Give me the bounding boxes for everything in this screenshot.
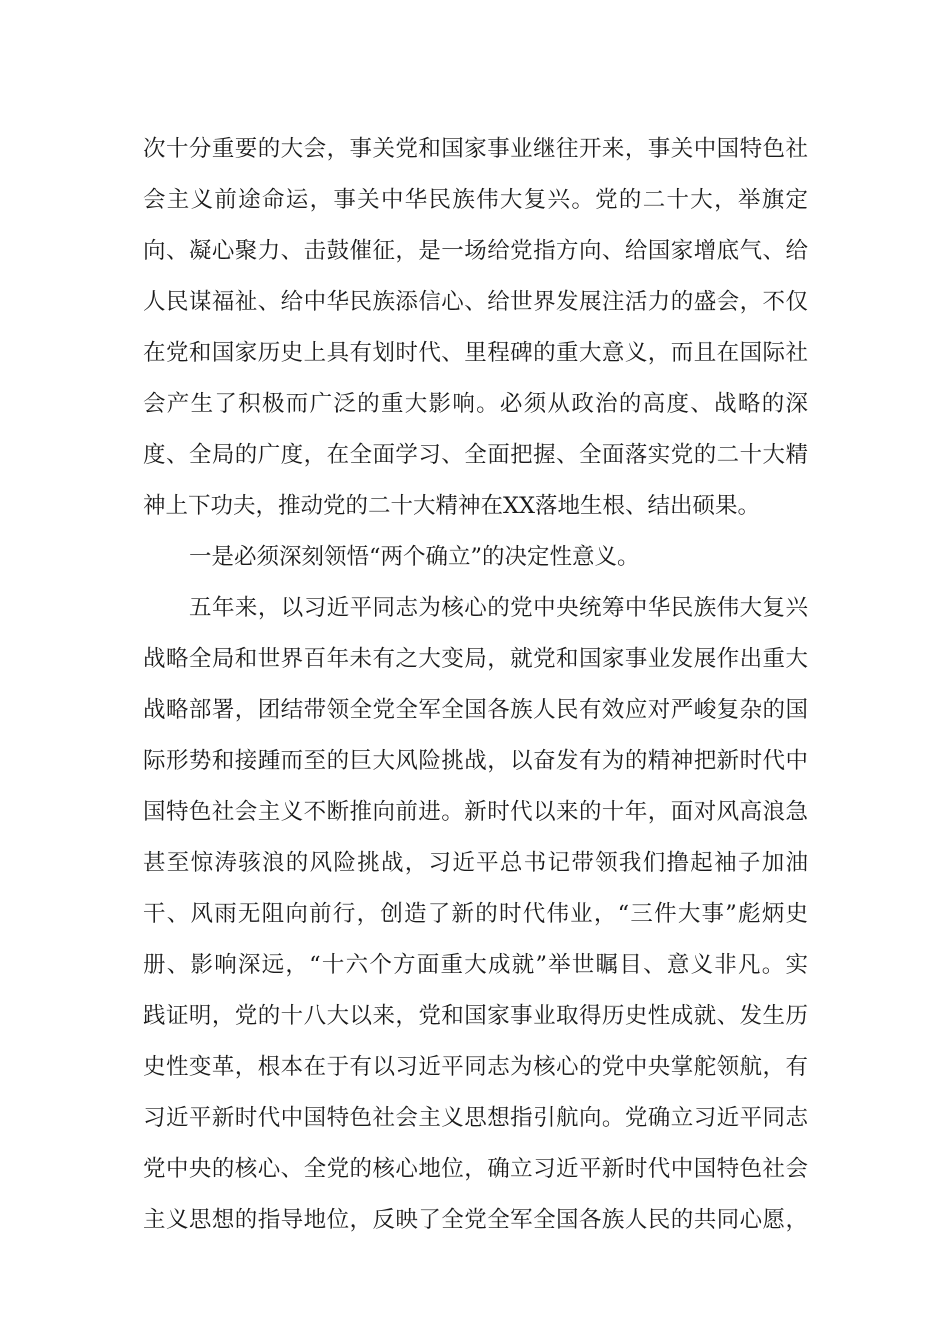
text-line: 战略全局和世界百年未有之大变局，就党和国家事业发展作出重大 [143, 646, 808, 672]
text-line: 次十分重要的大会，事关党和国家事业继往开来，事关中国特色社 [143, 136, 808, 162]
text-line: 人民谋福祉、给中华民族添信心、给世界发展注活力的盛会，不仅 [143, 289, 808, 315]
text-line: 战略部署，团结带领全党全军全国各族人民有效应对严峻复杂的国 [143, 697, 808, 723]
text-line: 史性变革，根本在于有以习近平同志为核心的党中央掌舵领航，有 [143, 1054, 808, 1080]
paragraph [143, 583, 808, 1246]
text-line: 度、全局的广度，在全面学习、全面把握、全面落实党的二十大精 [143, 442, 808, 468]
text-line: 向、凝心聚力、击鼓催征，是一场给党指方向、给国家增底气、给 [143, 238, 808, 264]
text-line: 五年来，以习近平同志为核心的党中央统筹中华民族伟大复兴 [189, 595, 808, 621]
text-line: 一是必须深刻领悟“两个确立”的决定性意义。 [189, 544, 640, 570]
text-line: 会产生了积极而广泛的重大影响。必须从政治的高度、战略的深 [143, 391, 808, 417]
text-line: 神上下功夫，推动党的二十大精神在XX落地生根、结出硕果。 [143, 493, 761, 519]
text-line: 干、风雨无阻向前行，创造了新的时代伟业，“三件大事”彪炳史 [143, 901, 808, 927]
text-line: 主义思想的指导地位，反映了全党全军全国各族人民的共同心愿， [143, 1207, 808, 1233]
document-body [143, 124, 808, 1246]
section-heading [143, 532, 808, 583]
text-line: 际形势和接踵而至的巨大风险挑战，以奋发有为的精神把新时代中 [143, 748, 808, 774]
paragraph [143, 124, 808, 532]
text-line: 践证明，党的十八大以来，党和国家事业取得历史性成就、发生历 [143, 1003, 808, 1029]
text-line: 习近平新时代中国特色社会主义思想指引航向。党确立习近平同志 [143, 1105, 808, 1131]
text-line: 册、影响深远，“十六个方面重大成就”举世瞩目、意义非凡。实 [143, 952, 808, 978]
text-line: 在党和国家历史上具有划时代、里程碑的重大意义，而且在国际社 [143, 340, 808, 366]
text-line: 甚至惊涛骇浪的风险挑战，习近平总书记带领我们撸起袖子加油 [143, 850, 808, 876]
text-line: 党中央的核心、全党的核心地位，确立习近平新时代中国特色社会 [143, 1156, 808, 1182]
text-line: 国特色社会主义不断推向前进。新时代以来的十年，面对风高浪急 [143, 799, 808, 825]
text-line: 会主义前途命运，事关中华民族伟大复兴。党的二十大，举旗定 [143, 187, 808, 213]
